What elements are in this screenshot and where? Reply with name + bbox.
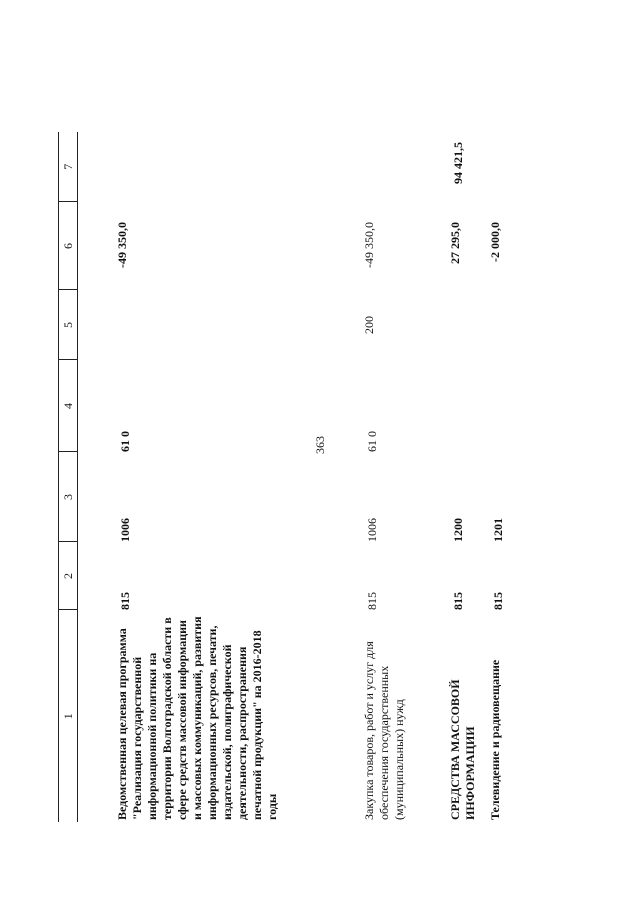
cell-c6: -2 000,0 [488,222,502,262]
cell-c7: 94 421,5 [451,142,465,184]
cell-c4 [483,360,511,452]
column-header: 6 [59,202,78,290]
table-row [483,132,511,822]
budget-table [58,132,511,822]
cell-c7 [325,132,423,202]
column-header: 3 [59,452,78,542]
cell-c5: 200 [362,316,376,334]
cell-c2: 815 [451,592,465,610]
cell-c4: 61 0 [118,431,132,452]
column-header: 5 [59,290,78,360]
cell-c6: 27 295,0 [448,222,462,264]
column-header: 7 [59,132,78,202]
cell-c3: 1201 [491,518,505,542]
cell-c2: 815 [491,592,505,610]
column-header: 4 [59,360,78,452]
table-row [78,132,326,822]
cell-c5 [78,290,326,360]
cell-c5 [423,290,483,360]
cell-c4 [423,360,483,452]
table-row [423,132,483,822]
header-row [59,132,78,822]
cell-c2: 815 [365,592,379,610]
cell-c4: 61 0 [365,431,379,452]
column-header: 1 [59,610,78,822]
table-row [325,132,423,822]
row-name: Ведомственная целевая программа "Реализация государственной информационной политики на территории Волгоградской области в сфере средств массовой информации и массовых коммуникаций, развития информационных ресурсов, печати, издательской, полиграфической деятельности, распространения печатной продукции" на 2016-2018 годы [115,616,279,820]
row-name: Закупка товаров, работ и услуг для обеспечения государственных (муниципальных) нужд [362,641,406,820]
rotated-table-container [58,132,538,822]
cell-c3: 1006 [118,518,132,542]
row-name: Телевидение и радиовещание [488,659,502,820]
cell-c5 [483,290,511,360]
column-header: 2 [59,542,78,610]
cell-c2: 815 [118,592,132,610]
row-name: СРЕДСТВА МАССОВОЙ ИНФОРМАЦИИ [448,679,477,820]
cell-c6: -49 350,0 [115,222,129,268]
cell-c3: 1200 [451,518,465,542]
cell-c7 [483,132,511,202]
cell-c7 [78,132,326,202]
page-number: 363 [313,436,327,454]
cell-c6: -49 350,0 [362,222,376,268]
cell-c3: 1006 [365,518,379,542]
